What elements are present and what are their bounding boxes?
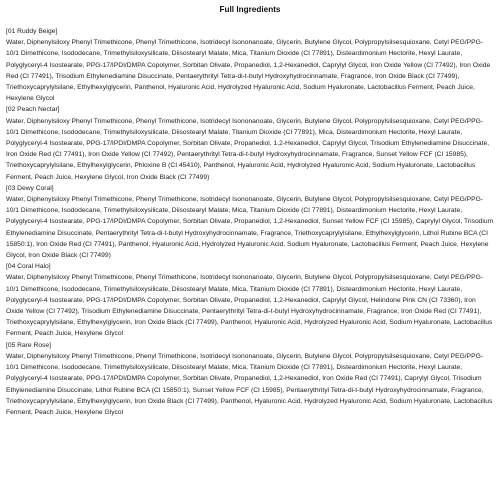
shade-ingredient-list: Water, Diphenylsiloxy Phenyl Trimethicone, Phenyl Trimethicone, Isotridecyl Isononanoate, Glycerin, Butylene Glycol, Polypropylsilsesquioxane, Cetyl PEG/PPG-10/1 Dimethicone, Isododecane, Trimethylsiloxysilicate, Diisostearyl Malate, Mica, Titanium Dioxide (CI 77891), Disteardimonium Hectorite, Hexyl Laurate, Polyglyceryl-4 Isostearate, PPG-17/IPDI/DMPA Copolymer, Sorbitan Olivate, Propanediol, 1,2-Hexanediol, Sunset Yellow FCF (CI 15985), Caprylyl Glycol, Trisodium Ethylenediamine Disuccinate, Pentaerythrityl Tetra-di-t-butyl Hydroxyhydrocinnamate, Fragrance, Triethoxycaprylylsilane, Ethylhexylglycerin, Lithol Rubine BCA (CI 15850:1), Iron Oxide Red (CI 77491), Panthenol, Hyaluronic Acid, Hydrolyzed Hyaluronic Acid, Sodium Hyaluronate, Lactobacillus Ferment, Peach Juice, Hexylene Glycol, Iron Oxide Black (CI 77499) [6,196,494,260]
shade-name: [03 Dewy Coral] [6,184,54,192]
shade-ingredient-list: Water, Diphenylsiloxy Phenyl Trimethicone, Phenyl Trimethicone, Isotridecyl Isononanoate, Glycerin, Butylene Glycol, Polypropylsilsesquioxane, Cetyl PEG/PPG-10/1 Dimethicone, Isododecane, Trimethylsiloxysilicate, Diisostearyl Malate, Mica, Titanium Dioxide (CI 77891), Disteardimonium Hectorite, Hexyl Laurate, Polyglyceryl-4 Isostearate, PPG-17/IPDI/DMPA Copolymer, Sorbitan Olivate, Propanediol, 1,2-Hexanediol, Iron Oxide Red (CI 77491), Caprylyl Glycol, Trisodium Ethylenediamine Disuccinate, Lithol Rubine BCA (CI 15850:1), Sunset Yellow FCF (CI 15985), Pentaerythrityl Tetra-di-t-butyl Hydroxyhydrocinnamate, Fragrance, Triethoxycaprylylsilane, Ethylhexylglycerin, Iron Oxide Black (CI 77499), Panthenol, Hyaluronic Acid, Hydrolyzed Hyaluronic Acid, Sodium Hyaluronate, Lactobacillus Ferment, Peach Juice, Hexylene Glycol [6,352,493,416]
shade-name: [02 Peach Nectar] [6,106,60,114]
shade-section-02 [6,104,494,182]
shade-ingredient-list: Water, Diphenylsiloxy Phenyl Trimethicone, Phenyl Trimethicone, Isotridecyl Isononanoate, Glycerin, Butylene Glycol, Polypropylsilsesquioxane, Cetyl PEG/PPG-10/1 Dimethicone, Isododecane, Trimethylsiloxysilicate, Diisostearyl Malate, Titanium Dioxide (CI 77891), Mica, Disteardimonium Hectorite, Hexyl Laurate, Polyglyceryl-4 Isostearate, PPG-17/IPDI/DMPA Copolymer, Sorbitan Olivate, Propanediol, 1,2-Hexanediol, Caprylyl Glycol, Trisodium Ethylenediamine Disuccinate, Iron Oxide Red (CI 77491), Iron Oxide Yellow (CI 77492), Pentaerythrityl Tetra-di-t-butyl Hydroxyhydrocinnamate, Fragrance, Sunset Yellow FCF (CI 15985), Triethoxycaprylylsilane, Ethylhexylglycerin, Phloxine B (CI 45410), Panthenol, Hyaluronic Acid, Hydrolyzed Hyaluronic Acid, Sodium Hyaluronate, Lactobacillus Ferment, Peach Juice, Hexylene Glycol, Iron Oxide Black (CI 77499) [6,117,490,181]
shade-ingredient-list: Water, Diphenylsiloxy Phenyl Trimethicone, Phenyl Trimethicone, Isotridecyl Isononanoate, Glycerin, Butylene Glycol, Polypropylsilsesquioxane, Cetyl PEG/PPG-10/1 Dimethicone, Isododecane, Trimethylsiloxysilicate, Diisostearyl Malate, Mica, Titanium Dioxide (CI 77891), Disteardimonium Hectorite, Hexyl Laurate, Polyglyceryl-4 Isostearate, PPG-17/IPDI/DMPA Copolymer, Sorbitan Olivate, Propanediol, 1,2-Hexanediol, Caprylyl Glycol, Helindone Pink CN (CI 73360), Iron Oxide Yellow (CI 77492), Trisodium Ethylenediamine Disuccinate, Pentaerythrityl Tetra-di-t-butyl Hydroxyhydrocinnamate, Fragrance, Iron Oxide Red (CI 77491), Triethoxycaprylylsilane, Ethylhexylglycerin, Iron Oxide Black (CI 77499), Panthenol, Hyaluronic Acid, Hydrolyzed Hyaluronic Acid, Sodium Hyaluronate, Lactobacillus Ferment, Peach Juice, Hexylene Glycol [6,274,493,338]
shade-ingredient-list: Water, Diphenylsiloxy Phenyl Trimethicone, Phenyl Trimethicone, Isotridecyl Isononanoate, Glycerin, Butylene Glycol, Polypropylsilsesquioxane, Cetyl PEG/PPG-10/1 Dimethicone, Isododecane, Trimethylsiloxysilicate, Diisostearyl Malate, Mica, Titanium Dioxide (CI 77891), Disteardimonium Hectorite, Hexyl Laurate, Polyglyceryl-4 Isostearate, PPG-17/IPDI/DMPA Copolymer, Sorbitan Olivate, Propanediol, 1,2-Hexanediol, Caprylyl Glycol, Iron Oxide Yellow (CI 77492), Iron Oxide Red (CI 77491), Trisodium Ethylenediamine Disuccinate, Pentaerythrityl Tetra-di-t-butyl Hydroxyhydrocinnamate, Fragrance, Iron Oxide Black (CI 77499), Triethoxycaprylylsilane, Ethylhexylglycerin, Panthenol, Hyaluronic Acid, Hydrolyzed Hyaluronic Acid, Sodium Hyaluronate, Lactobacillus Ferment, Peach Juice, Hexylene Glycol [6,39,491,103]
shade-section-05 [6,340,494,418]
shade-name: [01 Ruddy Beige] [6,28,58,35]
shade-name: [05 Rare Rose] [6,341,51,349]
page-title: Full Ingredients [219,5,281,14]
shade-section-04 [6,261,494,339]
shade-section-01 [6,26,494,104]
shade-section-03 [6,183,494,261]
shade-name: [04 Coral Halo] [6,263,51,271]
